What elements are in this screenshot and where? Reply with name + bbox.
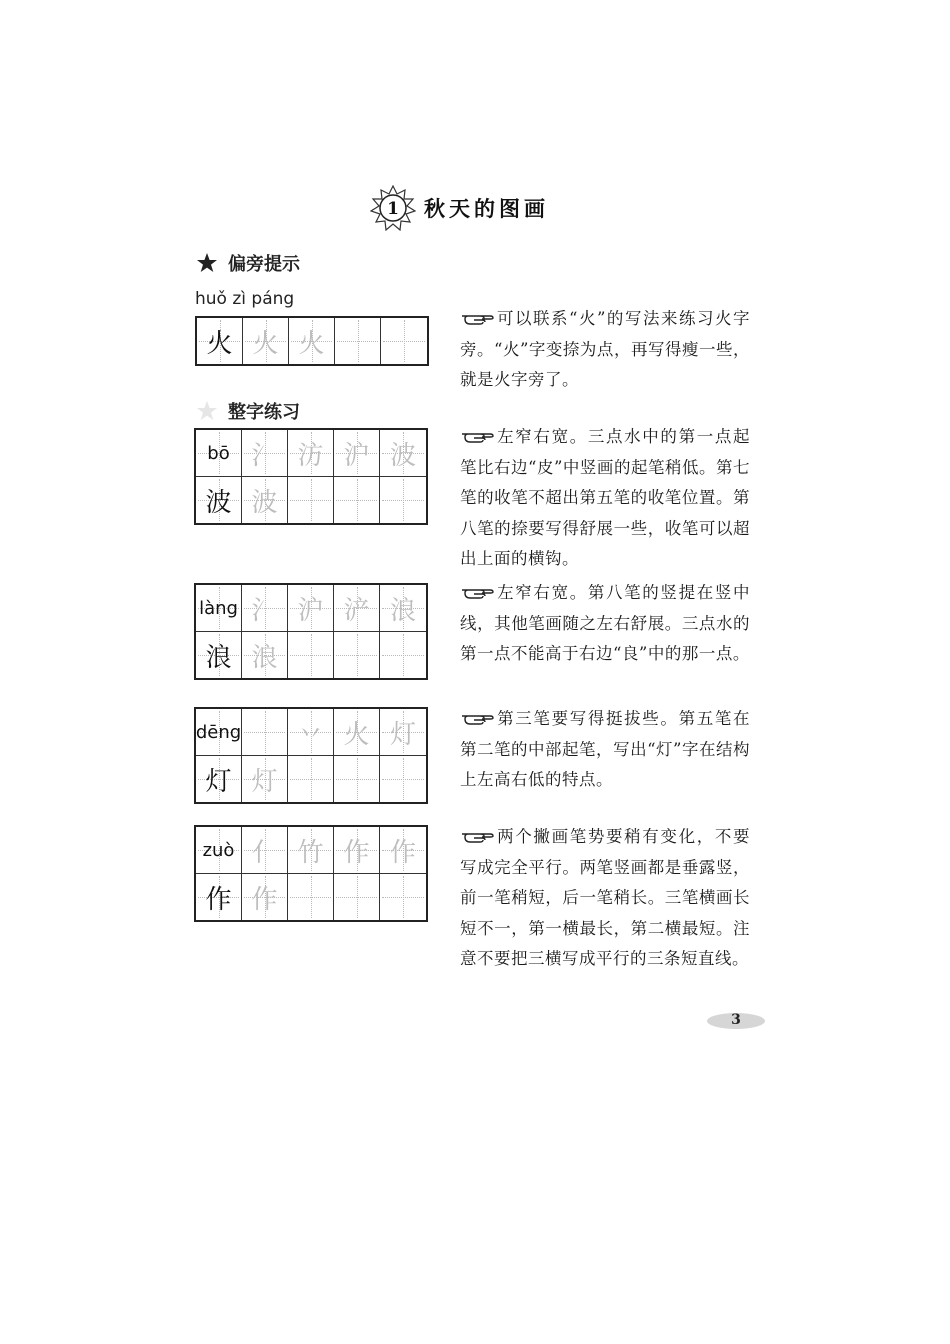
sun-badge-icon <box>370 185 416 231</box>
grid-cell[interactable] <box>380 477 426 523</box>
tip-text: 左窄右宽。三点水中的第一点起笔比右边“皮”中竖画的起笔稍低。第七笔的收笔不超出第五笔的收笔位置。第八笔的捺要写得舒展一些，收笔可以超出上面的横钩。 <box>460 427 750 568</box>
pointing-hand-icon <box>460 428 494 444</box>
tip-bo <box>460 422 750 575</box>
practice-grid-lang <box>194 583 428 680</box>
practice-grid-zuo <box>194 825 428 922</box>
tip-text: 两个撇画笔势要稍有变化，不要写成完全平行。两笔竖画都是垂露竖，前一笔稍短，后一笔稍长。三笔横画长短不一，第一横最长，第二横最短。注意不要把三横写成平行的三条短直线。 <box>460 827 750 968</box>
star-icon <box>196 400 218 422</box>
grid-row-top <box>196 827 426 873</box>
grid-cell[interactable] <box>334 632 380 678</box>
grid-cell[interactable]: 浪 <box>380 585 426 631</box>
grid-cell[interactable] <box>381 318 427 364</box>
grid-cell[interactable] <box>288 874 334 920</box>
tip-lang <box>460 578 750 670</box>
pinyin-cell: làng <box>196 585 242 631</box>
grid-cell[interactable]: 沪 <box>288 585 334 631</box>
practice-grid-deng <box>194 707 428 804</box>
radical-tip-text: 可以联系“火”的写法来练习火字旁。“火”字变捺为点，再写得瘦一些，就是火字旁了。 <box>460 309 750 389</box>
tip-zuo <box>460 822 750 975</box>
grid-cell[interactable] <box>288 477 334 523</box>
grid-cell[interactable] <box>288 756 334 802</box>
page-number-badge <box>706 1010 766 1030</box>
pinyin-cell: zuò <box>196 827 242 873</box>
grid-cell[interactable]: 浐 <box>334 585 380 631</box>
grid-cell[interactable]: 氵 <box>242 430 288 476</box>
tip-text: 第三笔要写得挺拔些。第五笔在第二笔的中部起笔，写出“灯”字在结构上左高右低的特点。 <box>460 709 750 789</box>
grid-cell[interactable] <box>242 709 288 755</box>
grid-cell[interactable]: 火 <box>289 318 335 364</box>
grid-cell[interactable] <box>334 756 380 802</box>
grid-cell[interactable]: 亻 <box>242 827 288 873</box>
grid-row-bottom <box>196 755 426 802</box>
grid-cell[interactable]: 火 <box>243 318 289 364</box>
pointing-hand-icon <box>460 828 494 844</box>
grid-cell[interactable]: 作 <box>334 827 380 873</box>
pinyin-cell: dēng <box>196 709 242 755</box>
model-char-cell: 灯 <box>196 756 242 802</box>
grid-cell[interactable] <box>335 318 381 364</box>
grid-cell[interactable]: 氵 <box>242 585 288 631</box>
grid-cell[interactable]: 竹 <box>288 827 334 873</box>
grid-row-top <box>196 430 426 476</box>
model-char-cell: 作 <box>196 874 242 920</box>
grid-cell[interactable] <box>380 756 426 802</box>
grid-cell[interactable]: 灯 <box>242 756 288 802</box>
grid-cell[interactable]: 作 <box>242 874 288 920</box>
radical-tip <box>460 304 750 396</box>
grid-cell[interactable]: 沪 <box>334 430 380 476</box>
radical-heading-text: 偏旁提示 <box>228 254 300 275</box>
radical-section-heading <box>196 250 300 276</box>
grid-row-top <box>196 585 426 631</box>
grid-row-bottom <box>196 631 426 678</box>
lesson-number: 1 <box>387 199 399 219</box>
grid-cell[interactable] <box>380 874 426 920</box>
grid-cell[interactable]: 火 <box>334 709 380 755</box>
lesson-number-badge <box>370 185 416 231</box>
grid-cell[interactable] <box>380 632 426 678</box>
model-char-cell: 波 <box>196 477 242 523</box>
grid-cell[interactable] <box>288 632 334 678</box>
tip-text: 左窄右宽。第八笔的竖提在竖中线，其他笔画随之左右舒展。三点水的第一点不能高于右边“良”中的那一点。 <box>460 583 750 663</box>
model-char-cell: 浪 <box>196 632 242 678</box>
page-number: 3 <box>731 1012 741 1028</box>
star-icon <box>196 252 218 274</box>
grid-row-bottom <box>196 476 426 523</box>
pointing-hand-icon <box>460 584 494 600</box>
grid-cell[interactable] <box>334 874 380 920</box>
grid-cell[interactable]: 波 <box>380 430 426 476</box>
pinyin-cell: bō <box>196 430 242 476</box>
grid-cell[interactable]: 灯 <box>380 709 426 755</box>
grid-cell[interactable]: 浪 <box>242 632 288 678</box>
pointing-hand-icon <box>460 310 494 326</box>
lesson-title-text: 秋天的图画 <box>424 196 549 221</box>
grid-row-top <box>196 709 426 755</box>
radical-pinyin: huǒ zì páng <box>195 289 295 309</box>
grid-cell[interactable]: 丷 <box>288 709 334 755</box>
tip-deng <box>460 704 750 796</box>
practice-grid-bo <box>194 428 428 525</box>
lesson-title <box>370 183 549 233</box>
practice-section-heading <box>196 398 300 424</box>
radical-grid <box>195 316 429 366</box>
grid-cell[interactable]: 汸 <box>288 430 334 476</box>
grid-cell[interactable] <box>334 477 380 523</box>
practice-heading-text: 整字练习 <box>228 402 300 423</box>
pointing-hand-icon <box>460 710 494 726</box>
grid-row-bottom <box>196 873 426 920</box>
grid-cell[interactable]: 火 <box>197 318 243 364</box>
grid-cell[interactable]: 波 <box>242 477 288 523</box>
grid-cell[interactable]: 作 <box>380 827 426 873</box>
